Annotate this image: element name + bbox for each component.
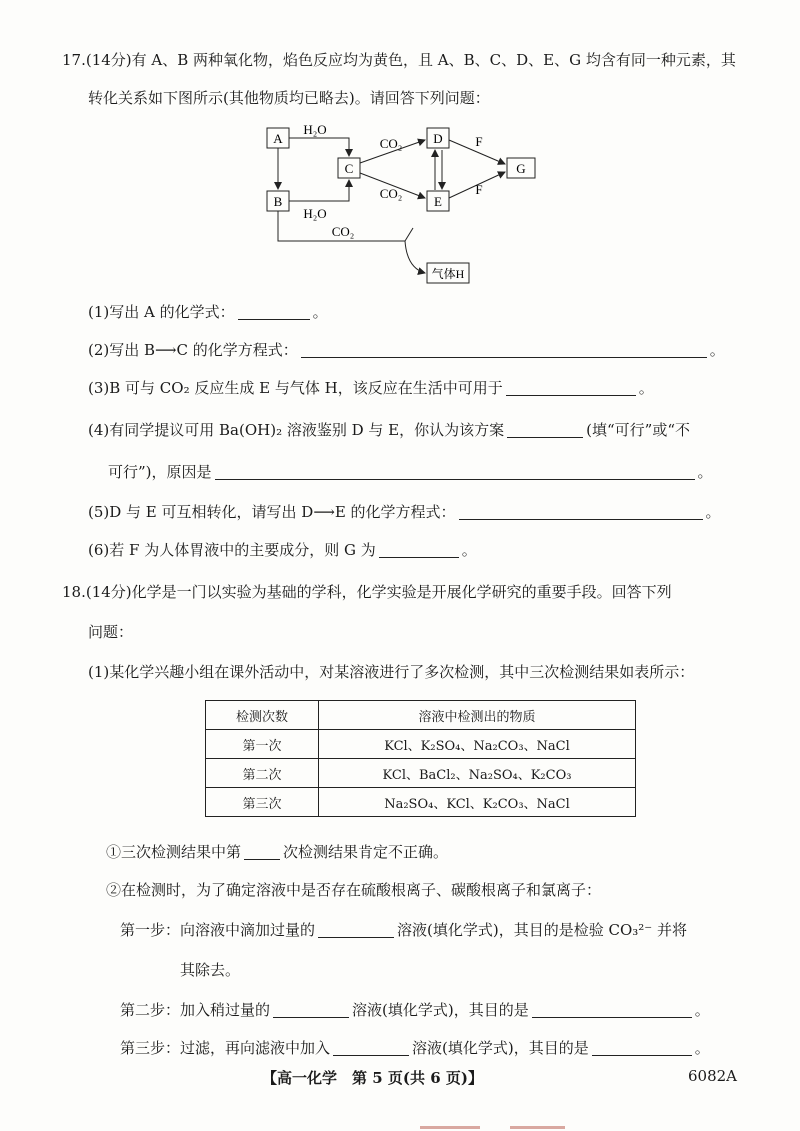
q18-step1-blank[interactable] [318, 921, 394, 938]
q18-sub1-blank[interactable] [244, 843, 280, 860]
q17-part6-text: (6)若 F 为人体胃液中的主要成分，则 G 为 [88, 541, 376, 559]
q17-part2-text: (2)写出 B⟶C 的化学方程式： [88, 341, 298, 359]
q17-stem-line1: 17.(14分)有 A、B 两种氧化物，焰色反应均为黄色，且 A、B、C、D、E、G 均含有同一种元素，其 [62, 51, 736, 69]
node-a-label: A [273, 131, 283, 146]
q18-step3 [120, 1038, 710, 1058]
q17-part6 [88, 540, 477, 560]
table-row [206, 730, 636, 759]
q17-part5-blank[interactable] [459, 503, 703, 520]
q18-step1-text: 第一步：向溶液中滴加过量的 [120, 921, 316, 939]
q18-step3-text: 第三步：过滤，再向滤液中加入 [120, 1039, 331, 1057]
table-cell: 第一次 [206, 730, 319, 759]
label-h2o-top: H₂O [303, 122, 327, 137]
table-header-row [206, 701, 636, 730]
q18-step2-text: 第二步：加入稍过量的 [120, 1001, 271, 1019]
q18-part1: (1)某化学兴趣小组在课外活动中，对某溶液进行了多次检测，其中三次检测结果如表所示： [88, 663, 695, 681]
q17-part4-reason: 可行”)，原因是 [108, 463, 212, 481]
q17-part4-line2 [108, 462, 713, 482]
q17-part1-blank[interactable] [238, 303, 310, 320]
q17-part3-end: 。 [638, 379, 654, 397]
table-row [206, 788, 636, 817]
q18-step1-line2: 其除去。 [180, 961, 241, 979]
label-f-from-d: F [475, 134, 483, 149]
q18-step2-text2: 溶液(填化学式)，其目的是 [352, 1001, 529, 1019]
table-cell: KCl、BaCl₂、Na₂SO₄、K₂CO₃ [319, 759, 636, 788]
q17-part3-text: (3)B 可与 CO₂ 反应生成 E 与气体 H，该反应在生活中可用于 [88, 379, 503, 397]
q18-step2-blank1[interactable] [273, 1001, 349, 1018]
node-d-label: D [433, 131, 443, 146]
q17-part3-blank[interactable] [506, 379, 636, 396]
page-footer: 【高一化学 第 5 页(共 6 页)】 [262, 1069, 483, 1087]
table-header-substances: 溶液中检测出的物质 [319, 701, 636, 730]
q18-step3-blank2[interactable] [592, 1039, 692, 1056]
q17-part1 [88, 302, 328, 322]
q17-part4-text: (4)有同学提议可用 Ba(OH)₂ 溶液鉴别 D 与 E，你认为该方案 [88, 421, 505, 439]
q18-stem-line2: 问题： [88, 623, 134, 641]
node-b-label: B [273, 194, 283, 209]
label-h2o-bottom: H₂O [303, 206, 327, 221]
table-header-count: 检测次数 [206, 701, 319, 730]
table-cell: KCl、K₂SO₄、Na₂CO₃、NaCl [319, 730, 636, 759]
label-co2-to-e: CO₂ [379, 186, 403, 201]
q17-part4-blank1[interactable] [507, 421, 583, 438]
node-e-label: E [434, 194, 442, 209]
q17-part4-hint: (填“可行”或“不 [586, 421, 690, 439]
table-cell: 第三次 [206, 788, 319, 817]
q18-step2-end: 。 [694, 1001, 710, 1019]
q18-step3-blank1[interactable] [333, 1039, 409, 1056]
q18-step3-text2: 溶液(填化学式)，其目的是 [412, 1039, 589, 1057]
reaction-flow-diagram [255, 118, 545, 293]
q18-sub1 [106, 842, 448, 862]
exam-code: 6082A [688, 1067, 738, 1085]
q18-sub1-text2: 次检测结果肯定不正确。 [283, 843, 449, 861]
q18-step1-line1 [120, 920, 687, 940]
q17-part1-end: 。 [312, 303, 328, 321]
label-co2-to-d: CO₂ [379, 136, 403, 151]
table-row [206, 759, 636, 788]
label-f-from-e: F [475, 182, 483, 197]
node-g-label: G [516, 161, 526, 176]
q18-step2 [120, 1000, 710, 1020]
q17-part3 [88, 378, 654, 398]
q18-sub1-text: ①三次检测结果中第 [106, 843, 242, 861]
q17-part1-text: (1)写出 A 的化学式： [88, 303, 235, 321]
q17-part5-end: 。 [705, 503, 721, 521]
q18-step1-text2: 溶液(填化学式)，其目的是检验 CO₃²⁻ 并将 [397, 921, 687, 939]
q17-part4-blank2[interactable] [215, 463, 695, 480]
page-edge-marks [420, 1126, 580, 1130]
detection-table [205, 700, 636, 817]
node-c-label: C [344, 161, 354, 176]
q17-part2-end: 。 [709, 341, 725, 359]
q17-part4-line1 [88, 420, 690, 440]
q18-sub2: ②在检测时，为了确定溶液中是否存在硫酸根离子、碳酸根离子和氯离子： [106, 881, 602, 899]
q17-part4-end: 。 [697, 463, 713, 481]
q17-part5 [88, 502, 721, 522]
q17-part2 [88, 340, 725, 360]
q17-stem-line2: 转化关系如下图所示(其他物质均已略去)。请回答下列问题： [88, 89, 490, 107]
q18-stem-line1: 18.(14分)化学是一门以实验为基础的学科，化学实验是开展化学研究的重要手段。回答下列 [62, 583, 672, 601]
q17-part5-text: (5)D 与 E 可互相转化，请写出 D⟶E 的化学方程式： [88, 503, 456, 521]
label-co2-to-h: CO₂ [331, 224, 355, 239]
node-h-label: 气体H [431, 267, 465, 281]
q17-part6-blank[interactable] [379, 541, 459, 558]
q17-part6-end: 。 [461, 541, 477, 559]
q17-part2-blank[interactable] [301, 341, 707, 358]
q18-step2-blank2[interactable] [532, 1001, 692, 1018]
q18-step3-end: 。 [694, 1039, 710, 1057]
table-cell: 第二次 [206, 759, 319, 788]
table-cell: Na₂SO₄、KCl、K₂CO₃、NaCl [319, 788, 636, 817]
